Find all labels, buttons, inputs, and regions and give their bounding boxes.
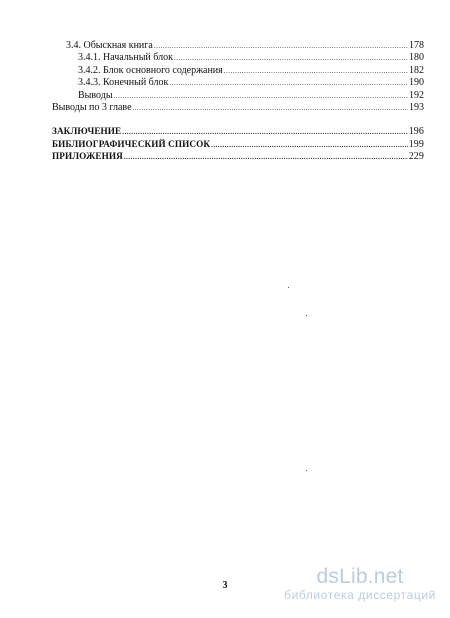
- toc-dot-leader: [133, 102, 408, 114]
- toc-entry: [52, 150, 424, 162]
- toc-entry-title: Выводы по 3 главе: [52, 101, 132, 113]
- toc-entry-page: 199: [408, 138, 424, 150]
- toc-dot-leader: [224, 65, 408, 77]
- toc-dot-leader: [122, 126, 407, 138]
- toc-entry-page: 229: [408, 151, 424, 163]
- scan-speck: [306, 470, 307, 471]
- watermark-logo: dsLib.net: [316, 565, 404, 588]
- page-number: 3: [222, 580, 228, 591]
- toc-entry-page: 180: [409, 52, 424, 64]
- toc-entry: [52, 40, 424, 52]
- toc-dot-leader: [154, 40, 408, 52]
- toc-entry-title: 3.4.2. Блок основного содержания: [78, 64, 223, 76]
- toc-entry-title: 3.4. Обыскная книга: [66, 40, 153, 51]
- toc-entry-page: 182: [409, 64, 424, 76]
- toc-entry-title: Выводы: [78, 89, 113, 101]
- toc-entry-title: ПРИЛОЖЕНИЯ: [52, 151, 123, 162]
- toc-entry-title: ЗАКЛЮЧЕНИЕ: [52, 126, 122, 137]
- toc-entry: [52, 125, 424, 137]
- watermark-subtitle: библиотека диссертаций: [284, 588, 436, 602]
- toc-entry-page: 192: [409, 89, 424, 101]
- toc-entry-page: 193: [409, 101, 424, 113]
- table-of-contents: [52, 40, 424, 163]
- scan-speck: [306, 315, 307, 316]
- toc-entry-title: БИБЛИОГРАФИЧЕСКИЙ СПИСОК: [52, 138, 211, 149]
- toc-dot-leader: [211, 139, 408, 151]
- toc-entry-page: 178: [409, 40, 424, 51]
- toc-entry: [52, 102, 424, 114]
- toc-entry: [52, 52, 424, 64]
- toc-entry-page: 190: [409, 77, 424, 89]
- toc-entry: [52, 65, 424, 77]
- toc-entry: [52, 77, 424, 89]
- scan-speck: [288, 287, 289, 288]
- toc-entry: [52, 90, 424, 102]
- toc-entry-title: 3.4.3. Конечный блок: [78, 77, 169, 89]
- toc-dot-leader: [114, 90, 408, 102]
- toc-dot-leader: [174, 52, 408, 64]
- watermark: [284, 566, 436, 602]
- toc-dot-leader: [169, 77, 408, 89]
- toc-entry: [52, 138, 424, 150]
- toc-dot-leader: [124, 151, 408, 163]
- toc-entry-title: 3.4.1. Начальный блок: [78, 52, 173, 64]
- toc-entry-page: 196: [408, 126, 424, 138]
